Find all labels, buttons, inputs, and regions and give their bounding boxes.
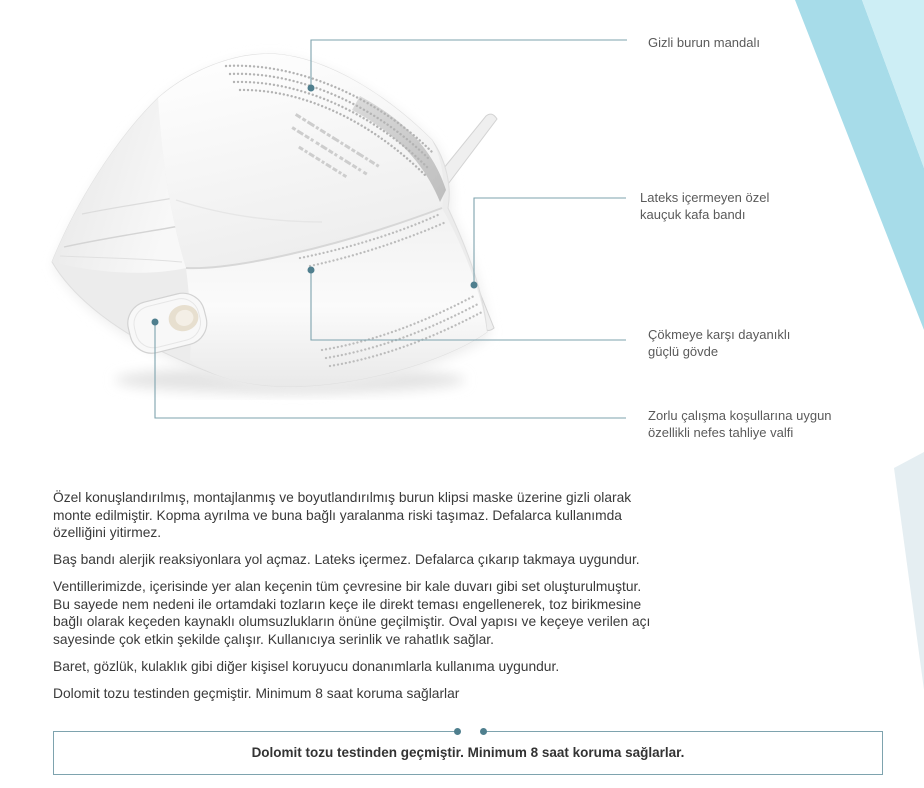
- callout-dot-nose-clip: [308, 85, 315, 92]
- text-line: Özel konuşlandırılmış, montajlanmış ve boyutlandırılmış burun klipsi maske üzerine gizli olarak: [53, 490, 632, 505]
- text-line: Ventillerimizde, içerisinde yer alan keçenin tüm çevresine bir kale duvarı gibi set oluşturulmuştur.: [53, 579, 642, 594]
- body-paragraph-compatibility: [53, 658, 650, 676]
- callout-label-line: Çökmeye karşı dayanıklı: [648, 327, 791, 342]
- callout-label-valve: [648, 408, 832, 441]
- text-line: Baş bandı alerjik reaksiyonlara yol açmaz. Lateks içermez. Defalarca çıkarıp takmaya uygundur.: [53, 552, 640, 567]
- callout-line-head-strap: [474, 198, 626, 285]
- highlight-box: [53, 731, 883, 775]
- callout-label-line: özellikli nefes tahliye valfi: [648, 424, 794, 440]
- body-paragraph-valve: [53, 578, 650, 648]
- callout-label-nose-clip: [648, 35, 760, 52]
- text-line: bağlı olarak keçeden kaynaklı olumsuzlukların önüne geçilmiştir. Oval yapısı ve keçeye verilen açı: [53, 614, 651, 629]
- callout-label-line: Gizli burun mandalı: [648, 35, 760, 50]
- callout-label-body: [648, 327, 790, 360]
- text-line: Baret, gözlük, kulaklık gibi diğer kişisel koruyucu donanımlarla kullanıma uygundur.: [53, 658, 560, 674]
- callout-label-line: güçlü gövde: [648, 343, 719, 359]
- text-line: Bu sayede nem nedeni ile ortamdaki tozların keçe ile direkt teması engellenerek, toz birikmesine: [53, 596, 642, 612]
- highlight-box-text: Dolomit tozu testinden geçmiştir. Minimum 8 saat koruma sağlarlar.: [251, 745, 685, 760]
- callout-line-nose-clip: [311, 40, 627, 88]
- body-text: [53, 489, 650, 712]
- callout-dot-valve: [152, 319, 159, 326]
- callout-label-line: kauçuk kafa bandı: [640, 206, 746, 222]
- callout-dot-head-strap: [471, 282, 478, 289]
- callout-label-line: Lateks içermeyen özel: [640, 190, 770, 205]
- text-line: Dolomit tozu testinden geçmiştir. Minimum 8 saat koruma sağlarlar: [53, 685, 460, 701]
- callout-label-line: Zorlu çalışma koşullarına uygun: [648, 408, 832, 423]
- callout-dot-body: [308, 267, 315, 274]
- decor-chevron-gray: [894, 452, 924, 690]
- body-paragraph-head-strap: [53, 551, 650, 569]
- body-paragraph-nose-clip: [53, 489, 650, 542]
- callout-label-head-strap: [640, 190, 769, 223]
- text-line: sayesinde çok etkin şekilde çalışır. Kullanıcıya serinlik ve rahatlık sağlar.: [53, 631, 494, 647]
- text-line: özelliğini yitirmez.: [53, 525, 162, 540]
- body-paragraph-dolomite: [53, 685, 650, 703]
- text-line: monte edilmiştir. Kopma ayrılma ve buna bağlı yaralanma riski taşımaz. Defalarca kullanımda: [53, 507, 622, 523]
- mask-illustration: [52, 54, 497, 394]
